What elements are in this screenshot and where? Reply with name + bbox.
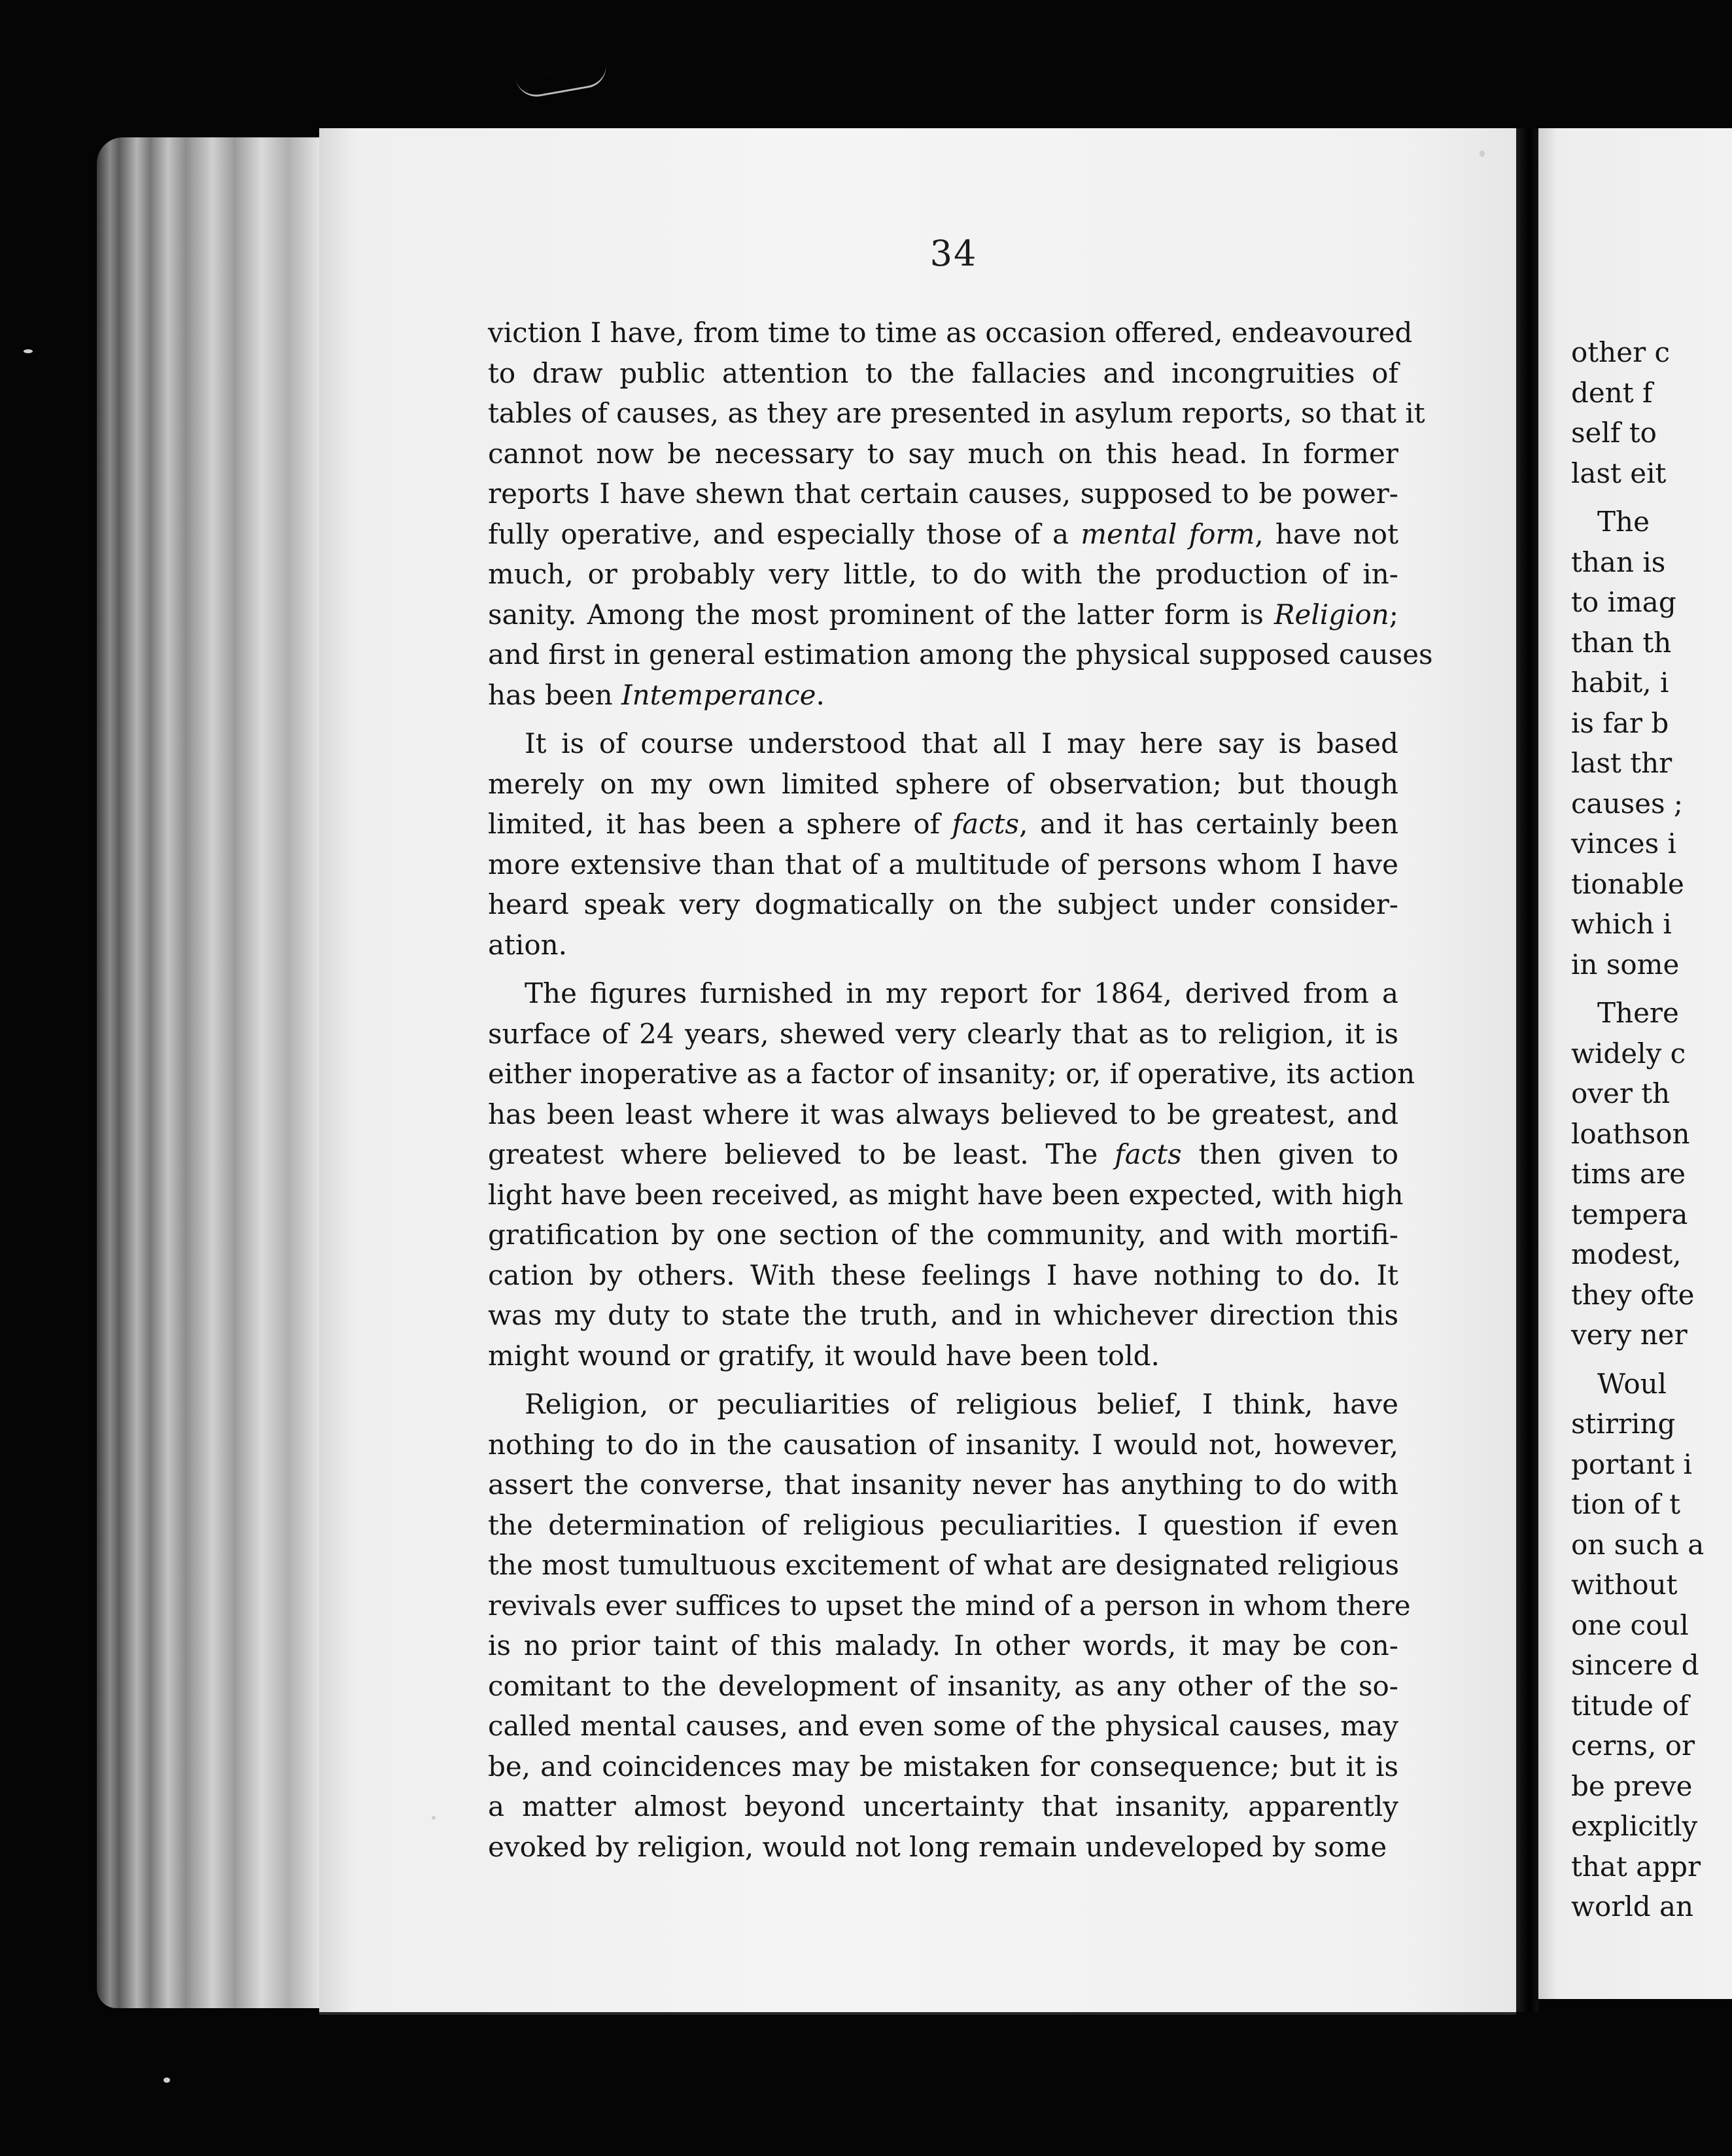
text-line: has been least where it was always believed to be greatest, and [488,1098,1398,1130]
book-gutter [1516,128,1538,2012]
facing-text-fragment: other c [1571,336,1671,368]
paragraph-gap [1571,1927,1732,1936]
text-line: surface of 24 years, shewed very clearly that as to religion, it is [488,1017,1398,1050]
text-line: be, and coincidences may be mistaken for consequence; but it is [488,1750,1398,1782]
paragraph [488,973,1415,1376]
text-line: to draw public attention to the fallacies and incongruities of [488,356,1398,389]
facing-text-fragment: portant i [1571,1448,1692,1480]
paragraph [488,1384,1411,1867]
text-line: is no prior taint of this malady. In other words, it may be con- [488,1629,1398,1661]
facing-text-fragment: which i [1571,908,1672,940]
facing-text-fragment: than is [1571,546,1666,578]
text-line: ation. [488,928,568,961]
facing-page [1538,128,1732,1999]
facing-text-fragment: Woul [1597,1367,1667,1400]
facing-text-fragment: There [1597,997,1679,1029]
book-page-edges [97,137,319,2008]
text-line: It is of course understood that all I may here say is based [525,727,1398,759]
facing-text-fragment: be preve [1571,1769,1693,1802]
text-line: the determination of religious peculiarities. I question if even [488,1508,1398,1541]
text-line: heard speak very dogmatically on the subject under consider- [488,888,1398,920]
paragraph-gap [1571,1355,1732,1364]
page-body-text [488,313,1433,1875]
text-line: the most tumultuous excitement of what are designated religious [488,1549,1400,1581]
text-line: limited, it has been a sphere of facts, and it has certainly been [488,808,1398,840]
text-line: much, or probably very little, to do with the production of in- [488,558,1398,590]
facing-text-fragment: world an [1571,1890,1694,1922]
facing-text-fragment: than th [1571,626,1672,659]
facing-text-fragment: that appr [1571,1850,1701,1883]
facing-text-fragment: one coul [1571,1608,1689,1641]
facing-text-fragment: over th [1571,1077,1671,1109]
facing-text-fragment: dent f [1571,376,1653,409]
facing-text-fragment: to imag [1571,586,1676,618]
text-line: and first in general estimation among the physical supposed causes [488,638,1433,670]
text-line: has been Intemperance. [488,678,825,711]
text-line: called mental causes, and even some of the physical causes, may [488,1710,1398,1742]
text-line: was my duty to state the truth, and in whichever direction this [488,1299,1398,1331]
facing-text-fragment: sincere d [1571,1649,1699,1681]
facing-text-fragment: causes ; [1571,787,1684,820]
text-line: evoked by religion, would not long remain undeveloped by some [488,1830,1387,1863]
dust-speck [1480,150,1485,157]
paragraph-gap [1571,493,1732,502]
facing-text-fragment: modest, [1571,1238,1682,1270]
facing-text-fragment: titude of [1571,1689,1689,1722]
text-line: Religion, or peculiarities of religious belief, I think, have [525,1388,1398,1420]
text-line: revivals ever suffices to upset the mind of a person in whom there [488,1589,1411,1622]
dust-speck [24,349,33,353]
text-line: assert the converse, that insanity never has anything to do with [488,1469,1398,1501]
film-scratch [515,63,610,100]
page-number: 34 [929,233,978,274]
text-line: reports I have shewn that certain causes, supposed to be power- [488,478,1398,510]
text-line: more extensive than that of a multitude of persons whom I have [488,848,1398,880]
facing-text-fragment: tempera [1571,1198,1688,1230]
facing-text-fragment: The [1597,506,1650,538]
dust-speck [164,2078,170,2083]
text-line: viction I have, from time to time as occasion offered, endeavoured [488,317,1413,349]
text-line: cation by others. With these feelings I have nothing to do. It [488,1259,1398,1291]
text-line: comitant to the development of insanity, as any other of the so- [488,1669,1398,1702]
text-line: sanity. Among the most prominent of the latter form is Religion; [488,598,1398,631]
text-line: gratification by one section of the community, and with mortifi- [488,1219,1398,1251]
facing-text-fragment: is far b [1571,706,1669,739]
facing-text-fragment: tion of t [1571,1488,1681,1520]
facing-text-fragment: stirring [1571,1408,1676,1440]
facing-text-fragment: cerns, or [1571,1730,1695,1762]
facing-text-fragment: self to [1571,417,1657,449]
facing-text-fragment: explicitly [1571,1810,1698,1842]
text-line: fully operative, and especially those of a mental form, have not [488,517,1398,550]
dust-speck [432,1816,436,1820]
text-line: cannot now be necessary to say much on this head. In former [488,437,1398,470]
text-line: nothing to do in the causation of insanity. I would not, however, [488,1428,1398,1461]
text-line: The figures furnished in my report for 1864, derived from a [525,977,1398,1009]
facing-text-fragment: last thr [1571,747,1672,779]
facing-text-fragment: without [1571,1569,1678,1601]
facing-text-fragment: on such a [1571,1528,1705,1561]
facing-text-fragment: vinces i [1571,827,1676,860]
facing-text-fragment: tims are [1571,1158,1686,1190]
paragraph [488,723,1398,965]
text-line: light have been received, as might have been expected, with high [488,1178,1404,1211]
facing-text-fragment: very ner [1571,1319,1688,1351]
text-line: might wound or gratify, it would have been told. [488,1339,1160,1372]
text-line: either inoperative as a factor of insanity; or, if operative, its action [488,1058,1415,1090]
facing-text-fragment: widely c [1571,1037,1686,1069]
facing-text-fragment: last eit [1571,457,1667,489]
paragraph-gap [1571,984,1732,993]
text-line: merely on my own limited sphere of observation; but though [488,767,1398,800]
facing-text-fragment: habit, i [1571,667,1669,699]
text-line: tables of causes, as they are presented in asylum reports, so that it [488,397,1425,429]
paragraph [488,313,1433,715]
facing-text-fragment: tionable [1571,867,1684,900]
facing-text-fragment: in some [1571,948,1680,981]
facing-page-text [1571,332,1732,1936]
text-line: greatest where believed to be least. The facts then given to [488,1138,1398,1170]
facing-text-fragment: they ofte [1571,1278,1695,1311]
text-line: a matter almost beyond uncertainty that insanity, apparently [488,1790,1398,1822]
facing-text-fragment: loathson [1571,1117,1690,1150]
